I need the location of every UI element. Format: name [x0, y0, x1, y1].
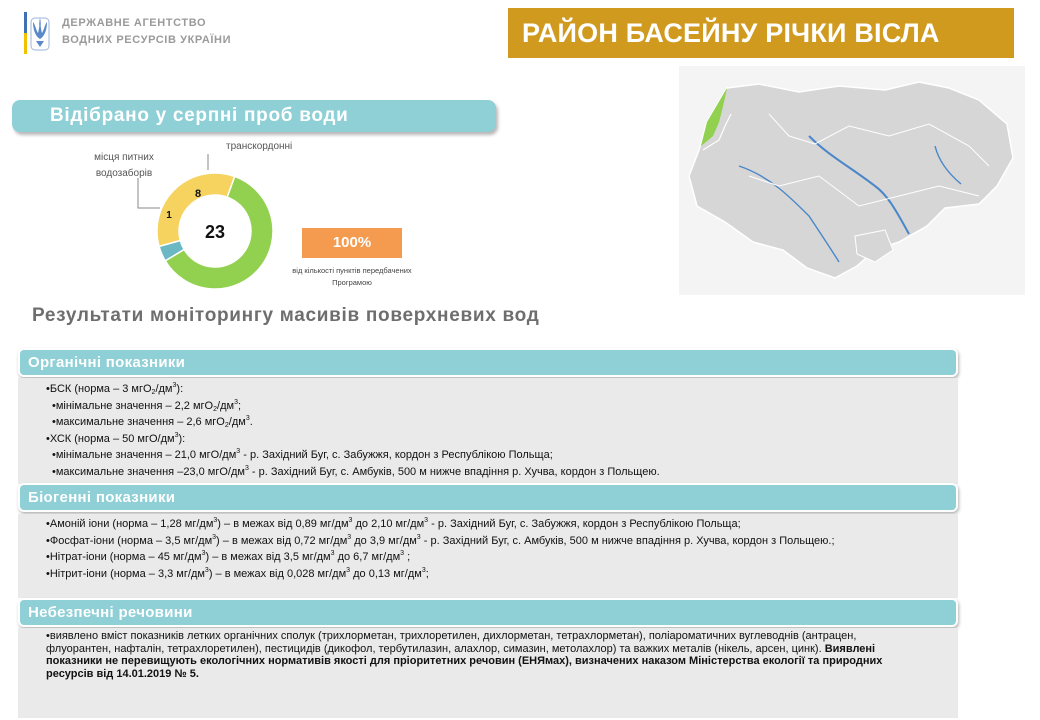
donut-total-label: 23: [204, 222, 226, 242]
coverage-percent-note: від кількості пунктів передбачених Програмою: [292, 266, 412, 287]
hazard-conclusion: Виявлені показники не перевищують екологічних нормативів якості для пріоритетних речовин (ЕНЯмах), визначених наказом Міністерства екології та природних ресурсів від 14.01.2019 № 5.: [46, 642, 883, 680]
hazard-item: [46, 630, 902, 680]
agency-line-2: ВОДНИХ РЕСУРСІВ УКРАЇНИ: [62, 34, 232, 46]
hazardous-section-bar: Небезпечні речовини: [18, 598, 958, 627]
ukraine-outline: [689, 82, 1013, 278]
trident-emblem-logo: [24, 12, 56, 54]
xsk-min-item: •мінімальне значення – 21,0 мгО/$дм^3$ - р. Західний Буг, с. Забужжя, кордон з Республікою Польща;: [52, 448, 553, 461]
xsk-max-item: •максимальне значення –23,0 мгО/$дм^3$ - р. Західний Буг, с. Амбуків, 500 м нижче впадіння р. Хучва, кордон з Польщею.: [52, 464, 660, 478]
bsk-min-item: •мінімальне значення – 2,2 $мгО_2/дм^3$;: [52, 398, 242, 413]
xsk-item: •ХСК (норма – 50 мгО/$дм^3$):: [46, 431, 186, 445]
label-transboundary: транскордонні: [226, 141, 293, 152]
donut-transboundary-value: 8: [194, 188, 202, 200]
hazardous-substances-block: [18, 628, 958, 718]
samples-title-bar: Відібрано у серпні проб води: [12, 100, 496, 132]
ammonium-item: •Амоній іони (норма – 1,28 $мг/дм^3$) – в межах від 0,89 $мг/дм^3$ до 2,10 $мг/дм^3$ - р. Західний Буг, с. Забужжя, кордон з Республікою Польща;: [46, 517, 741, 530]
hazard-text: •виявлено вміст показників летких органічних сполук (трихлорметан, трихлоретилен, дихлорметан, тетрахлорметан), поліароматичних вуглеводнів (антрацен, флуорантен, нафталін, тетрахлоретилен), пестицидів (дикофол, тербутилазин, алахлор, симазин, метолахлор) та важких металів (нікель, арсен, цинк).: [46, 630, 857, 655]
samples-donut-chart: [150, 166, 280, 296]
agency-line-1: ДЕРЖАВНЕ АГЕНТСТВО: [62, 17, 207, 29]
nitrite-item: •Нітрит-іони (норма – 3,3 $мг/дм^3$) – в межах від 0,028 $мг/дм^3$ до 0,13 $мг/дм^3$;: [46, 566, 429, 580]
bsk-max-item: •максимальне значення – 2,6 $мгО_2/дм^3$.: [52, 415, 253, 429]
phosphate-item: •Фосфат-іони (норма – 3,5 $мг/дм^3$) – в межах від 0,72 $мг/дм^3$ до 3,9 $мг/дм^3$ - р. Західний Буг, с. Амбуків, 500 м нижче впадіння р. Хучва, кордон з Польщею.;: [46, 533, 835, 547]
monitoring-heading: Результати моніторингу масивів поверхневих вод: [32, 305, 540, 326]
nitrate-item: •Нітрат-іони (норма – 45 $мг/дм^3$) – в межах від 3,5 $мг/дм^3$ до 6,7 $мг/дм^3$ ;: [46, 550, 411, 563]
label-drinking-water-intakes: місця питних водозаборів: [94, 152, 154, 179]
biogenic-indicators-block: [18, 514, 958, 598]
page-title: РАЙОН БАСЕЙНУ РІЧКИ ВІСЛА: [508, 8, 1014, 58]
agency-name: [62, 15, 231, 49]
coverage-percent-badge: 100%: [302, 228, 402, 258]
organic-section-bar: Органічні показники: [18, 348, 958, 377]
donut-intake-value: 1: [166, 210, 172, 221]
ukraine-river-basin-map: [679, 66, 1025, 295]
biogenic-section-bar: Біогенні показники: [18, 483, 958, 512]
organic-indicators-block: [18, 378, 958, 484]
bsk-item: •БСК (норма – 3 $мгО_2/дм^3$):: [46, 382, 184, 396]
